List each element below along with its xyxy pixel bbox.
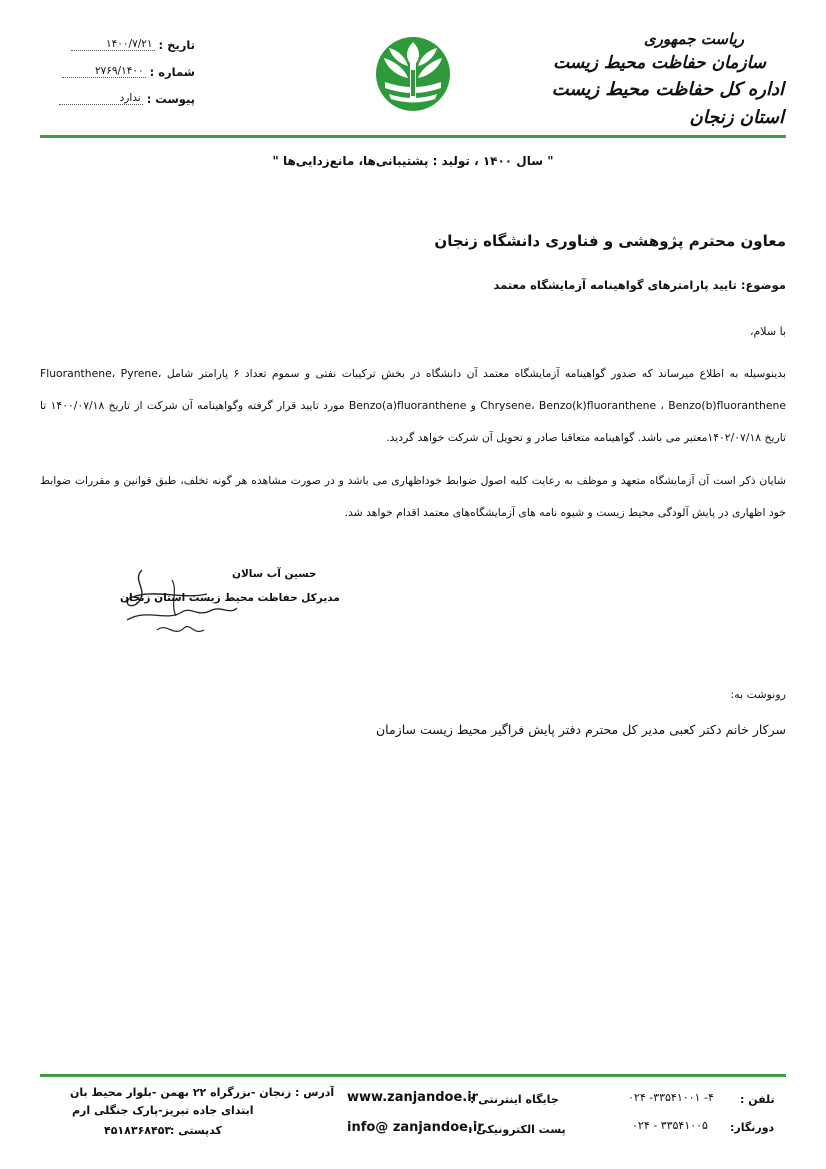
postal-code-label: کدپستی : xyxy=(170,1124,222,1137)
org-line-presidency: ریاست جمهوری xyxy=(643,30,744,48)
letter-meta xyxy=(55,38,195,119)
environment-organization-logo-icon xyxy=(375,36,451,112)
body-paragraph-2: شایان ذکر است آن آزمایشگاه متعهد و موظف به رعایت کلیه اصول ضوابط خوداظهاری می باشد و در صورت مشاهده هر گونه تخلف، طبق قوانین و مقررات ضوابط خود اظهاری در پایش آلودگی محیط زیست و شیوه نامه های آزمایشگاه‌های معتمد اقدام خواهد شد. xyxy=(40,474,786,519)
phone-value: ۴- ۳۳۵۴۱۰۰۱- ۰۲۴ xyxy=(628,1091,714,1104)
signatory-name: حسین آب سالان xyxy=(232,568,317,580)
number-label: شماره : xyxy=(149,65,195,79)
website-label: جایگاه اینترنتی : xyxy=(470,1093,559,1106)
date-value: ۱۴۰۰/۷/۲۱ xyxy=(71,38,155,51)
header-divider xyxy=(40,135,786,138)
email-label: پست الکترونیکی : xyxy=(468,1123,566,1136)
greeting: با سلام، xyxy=(749,325,786,338)
postal-code-value: ۴۵۱۸۳۶۸۴۵۳ xyxy=(104,1124,172,1137)
attachment-label: پیوست : xyxy=(146,92,195,106)
date-label: تاریخ : xyxy=(158,38,195,52)
website-link[interactable]: www.zanjandoe.ir xyxy=(347,1090,479,1105)
cc-label: رونوشت به: xyxy=(730,688,786,701)
signatory-title: مدیرکل حفاظت محیط زیست استان زنجان xyxy=(120,592,340,604)
attachment-value: ندارد xyxy=(59,92,143,105)
recipient: معاون محترم پژوهشی و فناوری دانشگاه زنجان xyxy=(434,232,786,250)
date-row xyxy=(55,38,195,65)
org-line-organization: سازمان حفاظت محیط زیست xyxy=(553,53,766,73)
attachment-row xyxy=(55,92,195,119)
cc-recipient: سرکار خانم دکتر کعبی مدیر کل محترم دفتر پایش فراگیر محیط زیست سازمان xyxy=(376,722,786,737)
organization-header xyxy=(524,28,784,132)
address-line-2: ابتدای جاده تبریز-پارک جنگلی ارم xyxy=(72,1104,254,1117)
footer-divider xyxy=(40,1074,786,1077)
address-line-1: آدرس : زنجان -بزرگراه ۲۲ بهمن -بلوار محیط بان xyxy=(70,1086,335,1099)
fax-value: ۳۳۵۴۱۰۰۵ - ۰۲۴ xyxy=(632,1119,708,1132)
fax-label: دورنگار: xyxy=(730,1121,775,1134)
number-value: ۲۷۶۹/۱۴۰۰ xyxy=(62,65,146,78)
subject-line: موضوع: تایید پارامترهای گواهینامه آزمایشگاه معتمد xyxy=(493,278,786,292)
email-link[interactable]: info@ zanjandoe.ir xyxy=(347,1120,484,1135)
number-row xyxy=(55,65,195,92)
year-slogan: " سال ۱۴۰۰ ، تولید : پشتیبانی‌ها، مانع‌زدایی‌ها " xyxy=(272,154,554,168)
org-line-provincial-office: اداره کل حفاظت محیط زیست استان زنجان xyxy=(551,79,784,128)
phone-label: تلفن : xyxy=(740,1093,775,1106)
handwritten-signature-icon xyxy=(112,560,242,650)
body-paragraph-1: بدینوسیله به اطلاع میرساند که صدور گواهینامه آزمایشگاه معتمد آن دانشگاه در بخش ترکیبات نفتی و سموم تعداد ۶ پارامتر شامل Fluoranthene، Pyrene، Chrysene، Benzo(k)fluoranthene ، Benzo(b)fluoranthene و Benzo(a)fluoranthene مورد تایید قرار گرفته وگواهینامه آن شرکت از تاریخ ۱۴۰۰/۰۷/۱۸ تا تاریخ ۱۴۰۲/۰۷/۱۸معتبر می باشد. گواهینامه متعاقبا صادر و تحویل آن شرکت خواهد گردید. xyxy=(40,367,786,444)
